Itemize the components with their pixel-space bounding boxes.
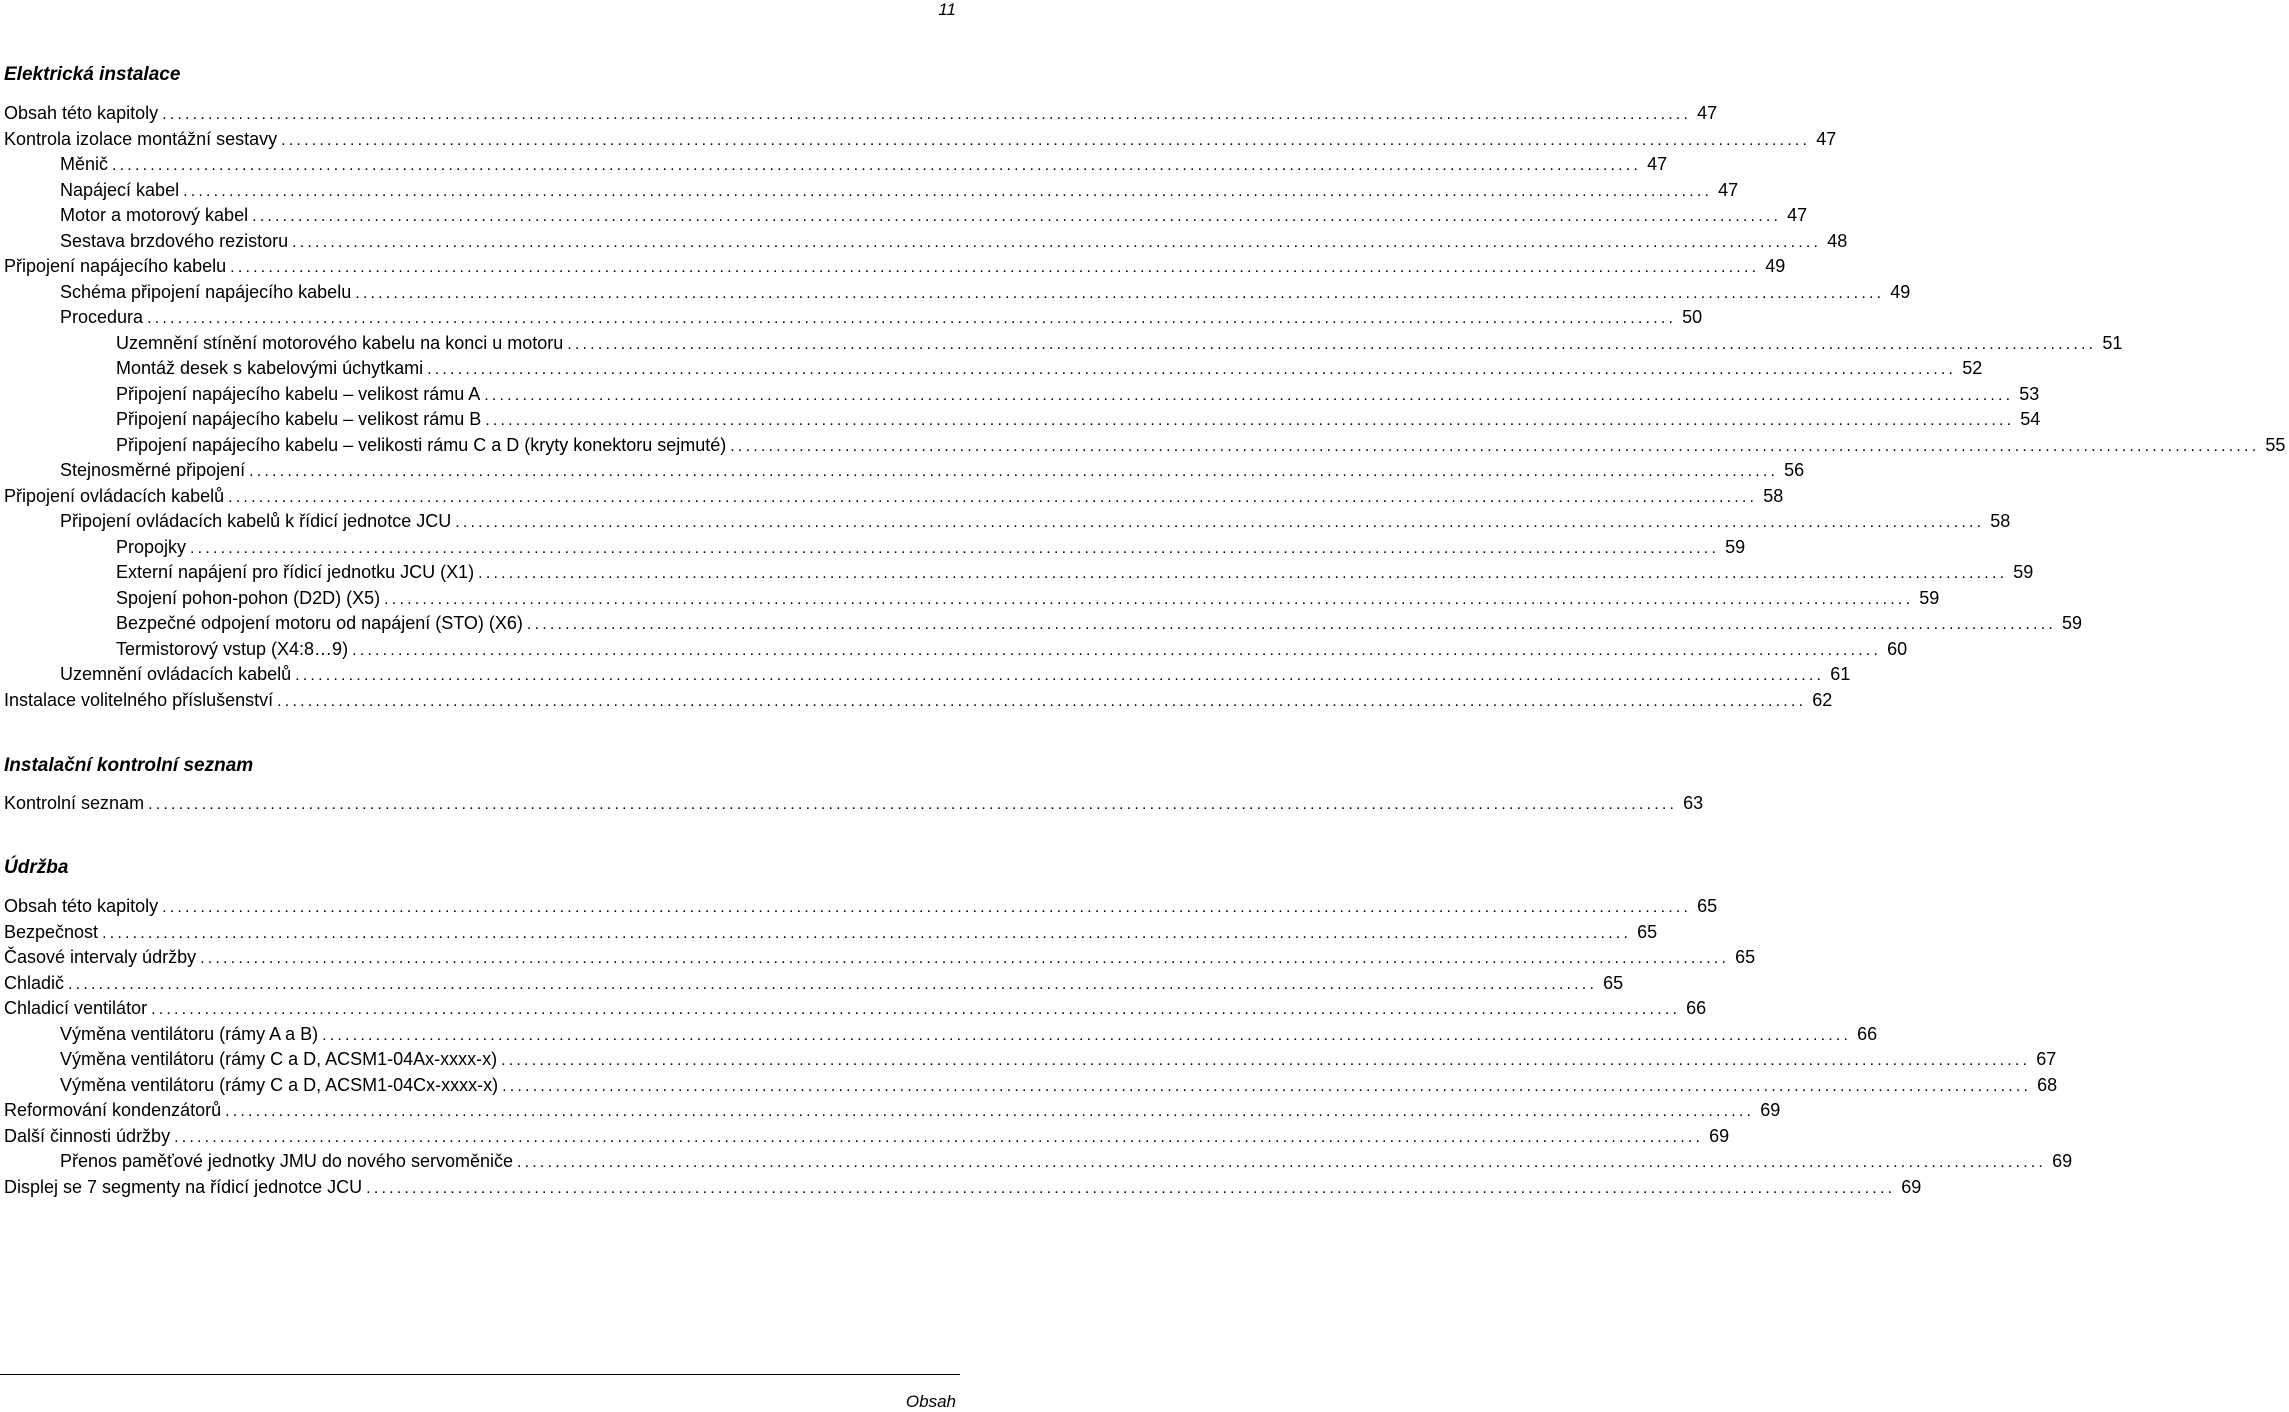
toc-entry[interactable] [0,996,1707,1022]
toc-entry[interactable] [0,894,1718,920]
toc-entry-page-number: 69 [2052,1151,2073,1171]
toc-entry-label: Připojení napájecího kabelu – velikost rámu B [116,409,482,429]
toc-entry-page-number: 65 [1637,921,1658,942]
toc-entry[interactable] [0,407,2041,433]
toc-entry-label: Displej se 7 segmenty na řídicí jednotce JCU [4,1176,363,1197]
toc-entry-label: Připojení napájecího kabelu [4,256,227,276]
toc-entry[interactable] [0,1175,1922,1201]
toc-entry[interactable] [0,280,1911,306]
toc-entry-label: Reformování kondenzátorů [4,1100,222,1120]
toc-entry-page-number: 59 [2061,613,2083,633]
toc-entry[interactable] [0,484,1784,510]
toc-entry-page-number: 68 [2037,1074,2058,1095]
toc-entry-label: Obsah této kapitoly [4,896,159,916]
dot-leader: ........................................................................................................................................................................................................ [485,412,2015,429]
toc-entry[interactable] [0,254,1786,280]
toc-entry[interactable] [0,433,2286,459]
toc-entry-page-number: 53 [2019,383,2040,404]
dot-leader: ........................................................................................................................................................................................................ [517,1154,2047,1171]
toc-entry-page-number: 55 [2265,434,2286,455]
toc-entry-page-number: 47 [1816,128,1837,149]
toc-entry-page-number: 66 [1686,998,1707,1018]
toc-entry[interactable] [0,1022,1878,1048]
dot-leader: ........................................................................................................................................................................................................ [384,590,1914,608]
toc-entry[interactable] [0,178,1739,204]
dot-leader: ........................................................................................................................................................................................................ [252,208,1782,225]
toc-entry-page-number: 49 [1890,281,1911,302]
toc-entry-page-number: 58 [1990,511,2011,531]
toc-entry-page-number: 48 [1827,230,1848,251]
toc-entry-label: Další činnosti údržby [4,1125,171,1146]
toc-entry-label: Připojení napájecího kabelu – velikosti rámu C a D (kryty konektoru sejmuté) [116,434,727,455]
toc-entry[interactable] [0,356,1983,382]
toc-entry-page-number: 61 [1830,664,1851,684]
toc-entry-label: Připojení ovládacích kabelů [4,485,225,506]
toc-entry-label: Termistorový vstup (X4:8…9) [116,638,349,659]
toc-entry-label: Bezpečnost [4,921,99,942]
dot-leader: ........................................................................................................................................................................................................ [183,182,1713,200]
toc-entry-page-number: 47 [1647,154,1668,174]
toc-entry[interactable] [0,971,1624,997]
toc-entry-label: Montáž desek s kabelovými úchytkami [116,358,424,378]
dot-leader: ........................................................................................................................................................................................................ [322,1026,1852,1044]
page-number: 11 [938,0,956,19]
toc-list-udrzba [0,894,2073,1200]
dot-leader: ........................................................................................................................................................................................................ [230,259,1760,276]
footer-rule [0,1374,960,1375]
toc-entry-page-number: 65 [1603,972,1624,993]
toc-entry-label: Připojení ovládacích kabelů k řídicí jednotce JCU [60,511,452,531]
toc-entry-label: Externí napájení pro řídicí jednotku JCU (X1) [116,562,475,582]
section-heading-udrzba: Údržba [4,857,69,878]
toc-entry[interactable] [0,152,1668,178]
dot-leader: ........................................................................................................................................................................................................ [162,106,1692,123]
toc-entry-page-number: 59 [2013,562,2034,582]
dot-leader: ........................................................................................................................................................................................................ [151,1001,1681,1018]
toc-entry[interactable] [0,101,1718,127]
dot-leader: ........................................................................................................................................................................................................ [147,310,1677,327]
toc-entry-label: Chladič [4,972,65,993]
toc-entry-label: Propojky [116,536,187,557]
toc-entry[interactable] [0,1124,1730,1150]
dot-leader: ........................................................................................................................................................................................................ [112,157,1642,174]
toc-entry[interactable] [0,458,1805,484]
toc-entry-label: Přenos paměťové jednotky JMU do nového servoměniče [60,1151,513,1171]
dot-leader: ........................................................................................................................................................................................................ [228,488,1758,506]
toc-entry-page-number: 51 [2102,332,2123,353]
toc-entry-page-number: 47 [1718,179,1739,200]
dot-leader: ........................................................................................................................................................................................................ [352,641,1882,659]
toc-entry-label: Časové intervaly údržby [4,947,197,967]
dot-leader: ........................................................................................................................................................................................................ [174,1128,1704,1146]
toc-entry[interactable] [0,791,1704,817]
toc-entry-label: Kontrola izolace montážní sestavy [4,128,278,149]
toc-entry[interactable] [0,1047,2057,1073]
dot-leader: ........................................................................................................................................................................................................ [277,692,1807,710]
toc-entry-page-number: 59 [1919,587,1940,608]
toc-entry[interactable] [0,611,2083,637]
dot-leader: ........................................................................................................................................................................................................ [225,1103,1755,1120]
dot-leader: ........................................................................................................................................................................................................ [200,950,1730,967]
dot-leader: ........................................................................................................................................................................................................ [162,899,1692,916]
toc-list-instalacni-kontrolni-seznam [0,791,1704,817]
toc-entry-label: Stejnosměrné připojení [60,460,246,480]
toc-entry-page-number: 69 [1760,1100,1781,1120]
toc-entry-label: Motor a motorový kabel [60,205,249,225]
toc-entry-label: Připojení napájecího kabelu – velikost rámu A [116,383,481,404]
toc-entry[interactable] [0,688,1833,714]
footer-label: Obsah [905,1392,956,1411]
toc-entry-label: Výměna ventilátoru (rámy C a D, ACSM1-04Cx-xxxx-x) [60,1074,499,1095]
toc-entry-page-number: 50 [1682,307,1703,327]
toc-entry[interactable] [0,229,1848,255]
toc-entry-label: Chladicí ventilátor [4,998,148,1018]
dot-leader: ........................................................................................................................................................................................................ [526,616,2056,633]
dot-leader: ........................................................................................................................................................................................................ [427,361,1957,378]
toc-entry[interactable] [0,509,2011,535]
toc-entry-page-number: 69 [1709,1125,1730,1146]
dot-leader: ........................................................................................................................................................................................................ [295,667,1825,684]
toc-entry-label: Uzemnění stínění motorového kabelu na konci u motoru [116,332,564,353]
dot-leader: ........................................................................................................................................................................................................ [148,796,1678,813]
toc-entry-page-number: 63 [1683,793,1704,813]
dot-leader: ........................................................................................................................................................................................................ [484,386,2014,404]
toc-entry-page-number: 49 [1765,256,1786,276]
toc-entry-page-number: 62 [1812,689,1833,710]
toc-list-elektricka-instalace [0,101,2286,713]
toc-entry-page-number: 59 [1725,536,1746,557]
toc-entry-label: Napájecí kabel [60,179,180,200]
toc-entry[interactable] [0,662,1851,688]
toc-entry-page-number: 69 [1901,1176,1922,1197]
dot-leader: ........................................................................................................................................................................................................ [102,924,1632,942]
toc-entry-page-number: 65 [1735,947,1756,967]
toc-entry-page-number: 56 [1784,460,1805,480]
section-heading-instalacni-kontrolni-seznam: Instalační kontrolní seznam [4,755,254,776]
toc-entry-page-number: 60 [1887,638,1908,659]
dot-leader: ........................................................................................................................................................................................................ [366,1179,1896,1197]
toc-entry[interactable] [0,945,1756,971]
dot-leader: ........................................................................................................................................................................................................ [478,565,2008,582]
toc-entry-label: Kontrolní seznam [4,793,145,813]
toc-entry-label: Bezpečné odpojení motoru od napájení (STO) (X6) [116,613,523,633]
toc-entry-label: Sestava brzdového rezistoru [60,230,289,251]
toc-entry[interactable] [0,637,1908,663]
toc-entry[interactable] [0,382,2040,408]
toc-entry-label: Výměna ventilátoru (rámy A a B) [60,1023,319,1044]
dot-leader: ........................................................................................................................................................................................................ [68,975,1598,993]
toc-entry-label: Instalace volitelného příslušenství [4,689,274,710]
toc-entry[interactable] [0,203,1808,229]
toc-entry[interactable] [0,127,1837,153]
dot-leader: ........................................................................................................................................................................................................ [501,1052,2031,1069]
dot-leader: ........................................................................................................................................................................................................ [502,1077,2032,1095]
toc-entry-label: Výměna ventilátoru (rámy C a D, ACSM1-04Ax-xxxx-x) [60,1049,498,1069]
dot-leader: ........................................................................................................................................................................................................ [190,539,1720,557]
toc-entry[interactable] [0,331,2123,357]
toc-entry[interactable] [0,1149,2073,1175]
dot-leader: ........................................................................................................................................................................................................ [249,463,1779,480]
section-heading-elektricka-instalace: Elektrická instalace [4,64,181,85]
toc-entry-label: Obsah této kapitoly [4,103,159,123]
toc-entry[interactable] [0,560,2034,586]
toc-entry[interactable] [0,1098,1781,1124]
dot-leader: ........................................................................................................................................................................................................ [455,514,1985,531]
toc-entry-page-number: 52 [1962,358,1983,378]
toc-entry-page-number: 47 [1697,103,1718,123]
toc-entry[interactable] [0,305,1703,331]
dot-leader: ........................................................................................................................................................................................................ [292,233,1822,251]
dot-leader: ........................................................................................................................................................................................................ [567,335,2097,353]
toc-entry[interactable] [0,535,1746,561]
toc-entry-page-number: 67 [2036,1049,2057,1069]
toc-entry-page-number: 66 [1857,1023,1878,1044]
toc-entry[interactable] [0,920,1658,946]
toc-entry-page-number: 65 [1697,896,1718,916]
dot-leader: ........................................................................................................................................................................................................ [730,437,2260,455]
toc-entry-page-number: 54 [2020,409,2041,429]
toc-entry[interactable] [0,586,1940,612]
toc-entry[interactable] [0,1073,2058,1099]
toc-entry-page-number: 47 [1787,205,1808,225]
toc-entry-label: Uzemnění ovládacích kabelů [60,664,292,684]
toc-entry-label: Spojení pohon-pohon (D2D) (X5) [116,587,381,608]
toc-entry-page-number: 58 [1763,485,1784,506]
toc-entry-label: Měnič [60,154,109,174]
toc-entry-label: Schéma připojení napájecího kabelu [60,281,352,302]
dot-leader: ........................................................................................................................................................................................................ [355,284,1885,302]
toc-entry-label: Procedura [60,307,144,327]
dot-leader: ........................................................................................................................................................................................................ [281,131,1811,149]
